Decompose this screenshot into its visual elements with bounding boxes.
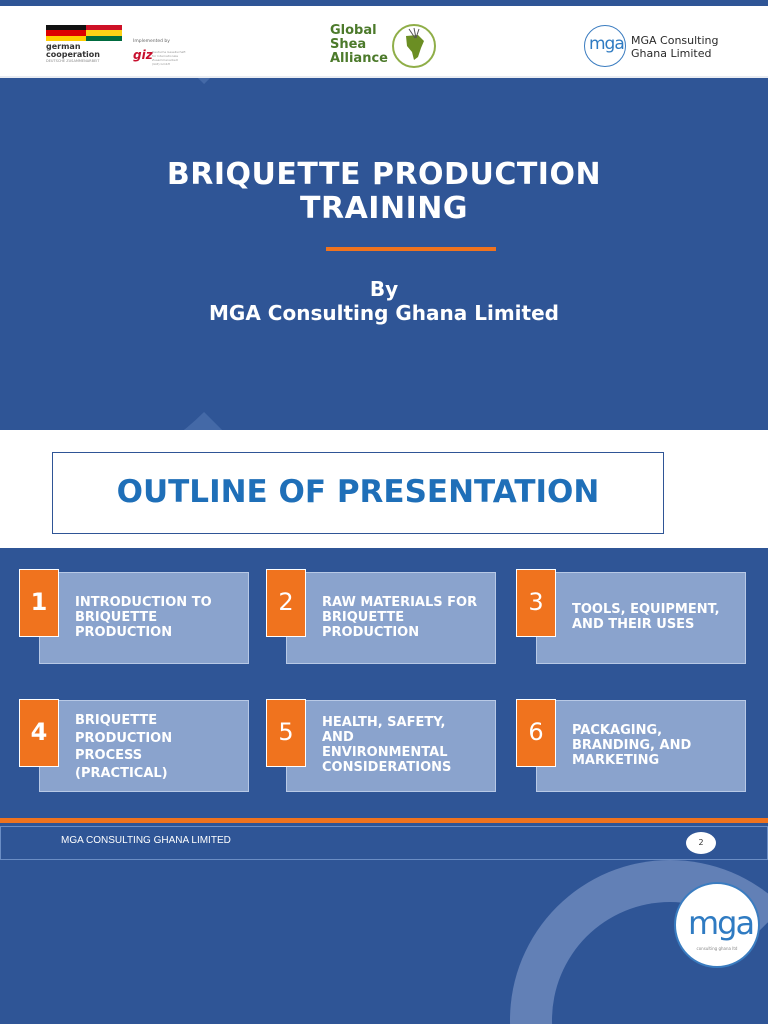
gsa-line2: Shea [330, 37, 367, 52]
logo-strip [0, 0, 768, 78]
german-cooperation-subtext: DEUTSCHE ZUSAMMENARBEIT [46, 59, 100, 63]
german-cooperation-text: german cooperation [46, 42, 100, 59]
outline-heading: OUTLINE OF PRESENTATION [116, 474, 600, 510]
footer-accent-line [0, 818, 768, 823]
outline-grid [0, 548, 768, 818]
outline-item-text: PACKAGING, BRANDING, AND MARKETING [572, 723, 692, 768]
outline-number-badge: 5 [266, 699, 306, 767]
mga-name-line2: Ghana Limited [631, 47, 712, 60]
mga-mark-text: mga [589, 34, 624, 54]
africa-globe-icon [392, 24, 436, 68]
outline-item-text: INTRODUCTION TO BRIQUETTE PRODUCTION [75, 595, 212, 640]
gsa-line3: Alliance [330, 51, 388, 66]
mga-name [631, 34, 719, 60]
global-shea-alliance-logo [330, 20, 440, 78]
footer-company-name: MGA CONSULTING GHANA LIMITED [61, 835, 231, 846]
page-number: 2 [686, 832, 716, 854]
presenter-block [0, 277, 768, 325]
mga-name-line1: MGA Consulting [631, 34, 719, 47]
presenter-name: MGA Consulting Ghana Limited [209, 301, 559, 325]
outline-number-badge: 6 [516, 699, 556, 767]
mga-logo-large [674, 882, 760, 968]
title-slide [0, 78, 768, 430]
germany-flag-icon [46, 25, 86, 41]
mga-tagline: consulting ghana ltd [696, 946, 738, 951]
gsa-line1: Global [330, 23, 377, 38]
mga-mark-icon [584, 25, 626, 67]
by-label: By [369, 277, 399, 301]
mga-mark-text: mga [688, 904, 754, 942]
next-slide-preview [0, 860, 768, 1024]
outline-heading-box [52, 452, 664, 534]
mga-logo-header [584, 25, 734, 67]
outline-item-text: RAW MATERIALS FOR BRIQUETTE PRODUCTION [322, 595, 478, 640]
decorative-ring [0, 78, 320, 430]
outline-number-badge: 4 [19, 699, 59, 767]
title-line2: TRAINING [300, 191, 468, 226]
implemented-by-label: Implemented by [133, 39, 170, 44]
outline-item-text: BRIQUETTE PRODUCTION PROCESS (PRACTICAL) [75, 713, 173, 781]
giz-subtext: Deutsche Gesellschaft für Internationale Zusammenarbeit (GIZ) GmbH [152, 50, 186, 66]
presentation-title [0, 158, 768, 226]
outline-number-badge: 2 [266, 569, 306, 637]
outline-item-text: HEALTH, SAFETY, AND ENVIRONMENTAL CONSIDERATIONS [322, 715, 452, 775]
footer-bar [0, 826, 768, 860]
ghana-flag-icon [86, 25, 122, 41]
africa-shape-icon [394, 26, 434, 66]
giz-logo: giz [133, 48, 153, 62]
title-line1: BRIQUETTE PRODUCTION [166, 157, 602, 192]
german-cooperation-logo [46, 21, 126, 67]
title-underline [326, 247, 496, 251]
outline-item-text: TOOLS, EQUIPMENT, AND THEIR USES [572, 602, 720, 632]
gsa-wordmark [330, 24, 388, 66]
outline-number-badge: 3 [516, 569, 556, 637]
outline-number-badge: 1 [19, 569, 59, 637]
